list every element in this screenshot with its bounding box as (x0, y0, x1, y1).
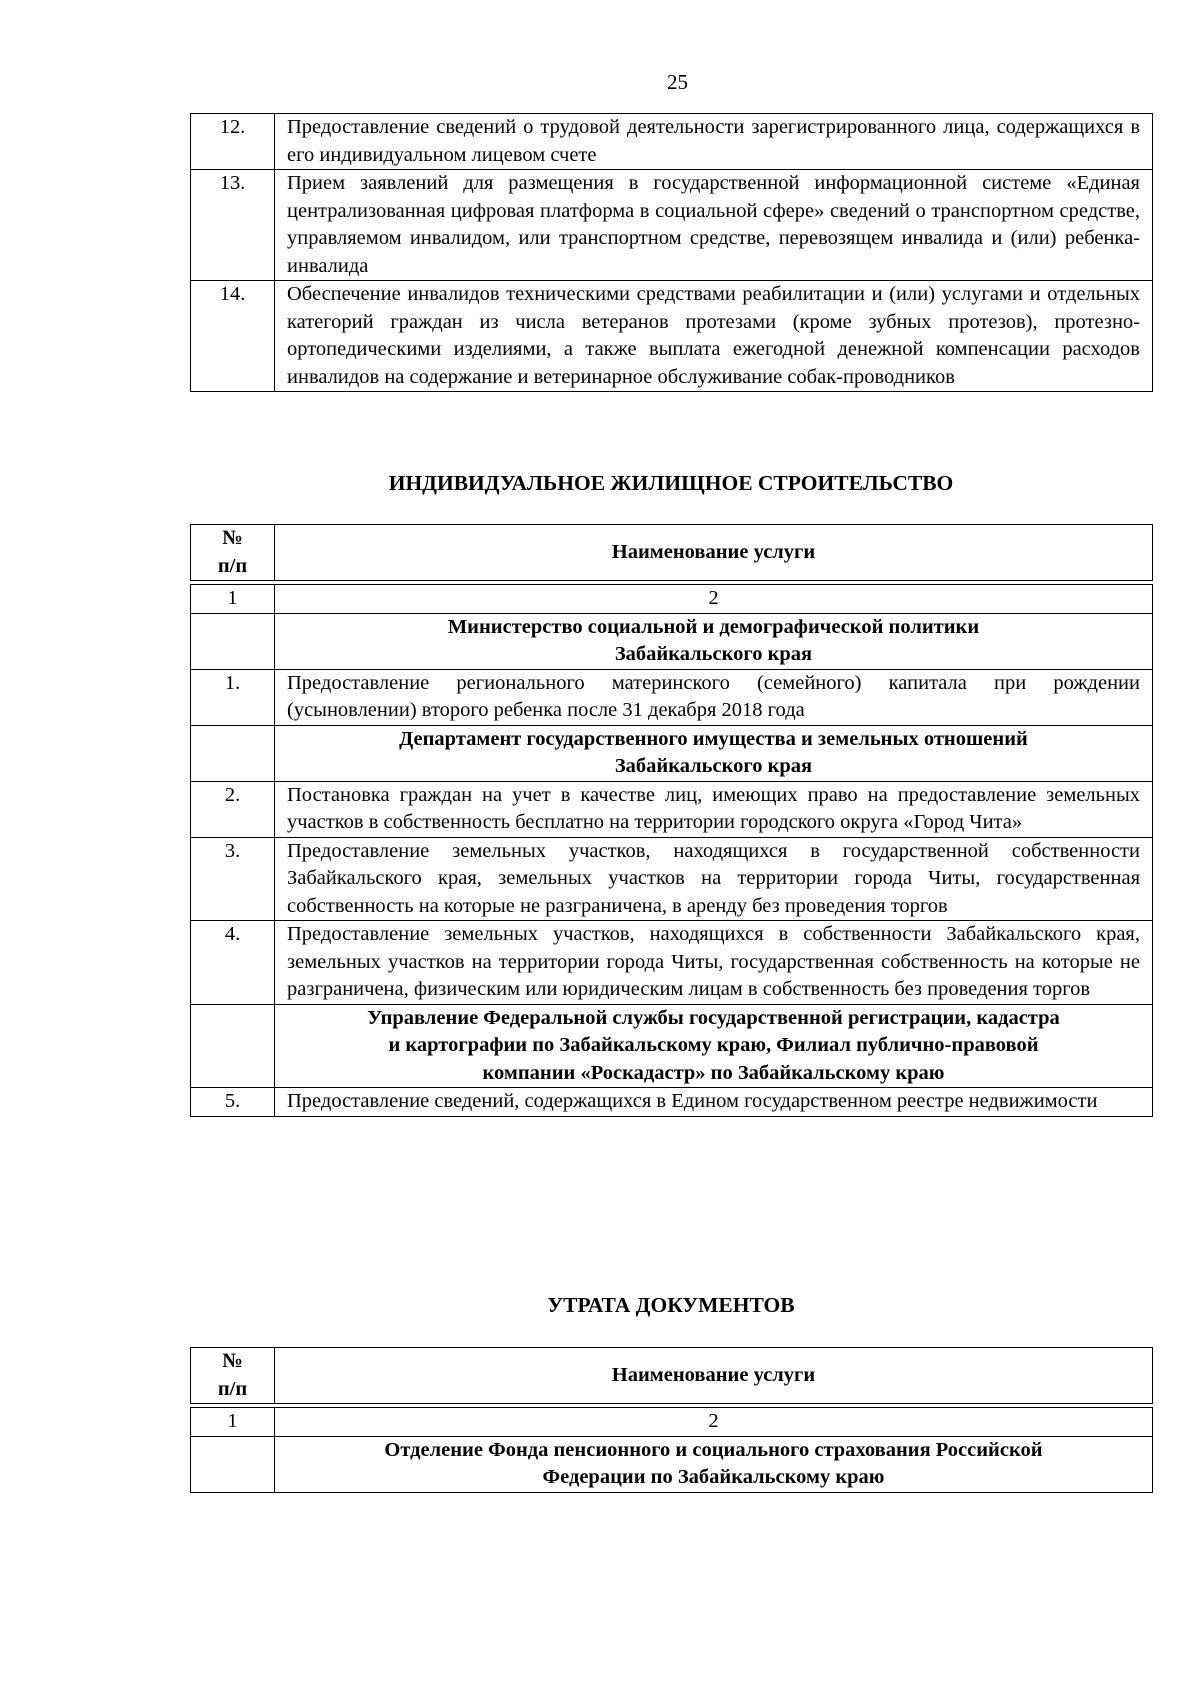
organization-line: и картографии по Забайкальскому краю, Филиал публично-правовой (388, 1034, 1039, 1056)
organization-line: Министерство социальной и демографической политики (447, 615, 980, 638)
service-name: Прием заявлений для размещения в государственной информационной системе «Единая централизованная цифровая платформа в социальной сфере» сведений о транспортном средстве, управляемом инвалидом, или транспортном средстве, перевозящем инвалида и (или) ребенка-инвалида (275, 170, 1153, 281)
row-number: 13. (191, 170, 275, 281)
organization-name (275, 613, 1153, 669)
column-number-2: 2 (275, 1408, 1153, 1437)
empty-cell (191, 1436, 275, 1492)
table-row (191, 921, 1153, 1005)
organization-line: Управление Федеральной службы государственной регистрации, кадастра (367, 1006, 1060, 1029)
row-number: 4. (191, 921, 275, 1005)
services-table-housing (190, 524, 1153, 1117)
header-num-symbol: № (222, 527, 243, 549)
organization-row (191, 1436, 1153, 1492)
empty-cell (191, 613, 275, 669)
service-name: Предоставление земельных участков, находящихся в государственной собственности Забайкальского края, земельных участков на территории города Читы, государственная собственность на которые не разграничена, в аренду без проведения торгов (275, 837, 1153, 921)
header-num-abbr: п/п (217, 1377, 248, 1400)
row-number: 5. (191, 1088, 275, 1117)
service-name: Предоставление земельных участков, находящихся в собственности Забайкальского края, земельных участков на территории города Читы, государственная собственность на которые не разграничена, физическим или юридическим лицам в собственность без проведения торгов (275, 921, 1153, 1005)
section-title-lost-documents: УТРАТА ДОКУМЕНТОВ (547, 1293, 795, 1317)
table-header-row (191, 1348, 1153, 1404)
row-number: 3. (191, 837, 275, 921)
services-table-lost-documents (190, 1347, 1153, 1493)
organization-line: компании «Роскадастр» по Забайкальскому краю (482, 1061, 945, 1084)
service-name: Предоставление сведений, содержащихся в Едином государственном реестре недвижимости (275, 1088, 1153, 1117)
service-name: Обеспечение инвалидов техническими средствами реабилитации и (или) услугами и отдельных категорий граждан из числа ветеранов протезами (кроме зубных протезов), протезно-ортопедическими изделиями, а также выплата ежегодной денежной компенсации расходов инвалидов на содержание и ветеринарное обслуживание собак-проводников (275, 281, 1153, 392)
column-header-number (191, 525, 275, 581)
section-title-housing: ИНДИВИДУАЛЬНОЕ ЖИЛИЩНОЕ СТРОИТЕЛЬСТВО (388, 471, 954, 495)
organization-line: Департамент государственного имущества и земельных отношений (399, 727, 1028, 750)
table-row (191, 114, 1153, 170)
organization-name (275, 725, 1153, 781)
column-number-1: 1 (191, 585, 275, 614)
row-number: 12. (191, 114, 275, 170)
organization-name (275, 1004, 1153, 1088)
column-number-1: 1 (191, 1408, 275, 1437)
table-header-row (191, 525, 1153, 581)
row-number: 2. (191, 781, 275, 837)
table-row (191, 170, 1153, 281)
empty-cell (191, 725, 275, 781)
row-number: 1. (191, 669, 275, 725)
organization-row (191, 725, 1153, 781)
empty-cell (191, 1004, 275, 1088)
organization-name (275, 1436, 1153, 1492)
service-name: Предоставление регионального материнского (семейного) капитала при рождении (усыновлении) второго ребенка после 31 декабря 2018 года (275, 669, 1153, 725)
table-row (191, 837, 1153, 921)
column-number-row (191, 585, 1153, 614)
table-row (191, 669, 1153, 725)
column-number-row (191, 1408, 1153, 1437)
column-header-number (191, 1348, 275, 1404)
header-num-symbol: № (222, 1350, 243, 1372)
row-number: 14. (191, 281, 275, 392)
table-row (191, 1088, 1153, 1117)
organization-line: Забайкальского края (614, 643, 813, 665)
services-table-continued (190, 113, 1153, 392)
table-row (191, 281, 1153, 392)
column-header-service-name: Наименование услуги (275, 525, 1153, 581)
organization-line: Отделение Фонда пенсионного и социального страхования Российской (384, 1438, 1043, 1461)
organization-row (191, 1004, 1153, 1088)
organization-row (191, 613, 1153, 669)
table-row (191, 781, 1153, 837)
service-name: Предоставление сведений о трудовой деятельности зарегистрированного лица, содержащихся в его индивидуальном лицевом счете (275, 114, 1153, 170)
column-header-service-name: Наименование услуги (275, 1348, 1153, 1404)
header-num-abbr: п/п (217, 554, 248, 577)
organization-line: Федерации по Забайкальскому краю (542, 1466, 885, 1488)
organization-line: Забайкальского края (614, 755, 813, 777)
page-number: 25 (667, 70, 688, 94)
service-name: Постановка граждан на учет в качестве лиц, имеющих право на предоставление земельных участков в собственность бесплатно на территории городского округа «Город Чита» (275, 781, 1153, 837)
column-number-2: 2 (275, 585, 1153, 614)
